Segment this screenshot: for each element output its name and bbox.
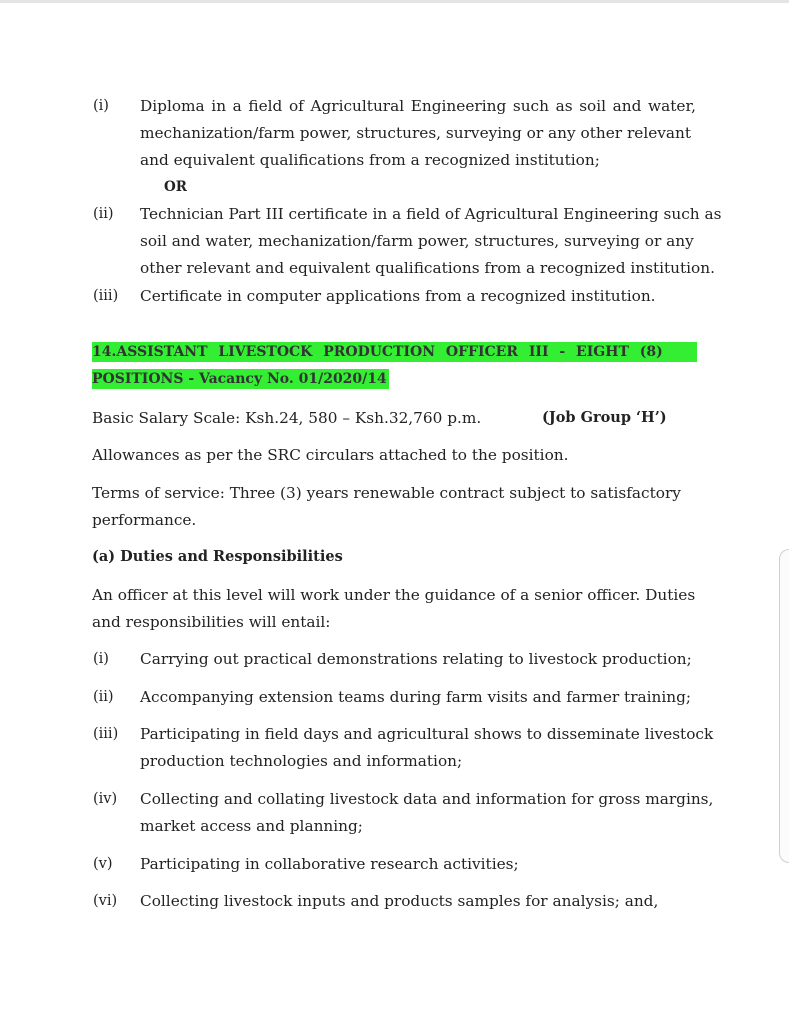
list-item-text: Technician Part III certificate in a field of Agricultural Engineering such as — [140, 205, 722, 223]
list-item-text: Certificate in computer applications from a recognized institution. — [140, 287, 656, 305]
duty-text: Collecting and collating livestock data and information for gross margins, — [140, 790, 714, 808]
intro-text-cont: and responsibilities will entail: — [92, 613, 331, 631]
intro-text: An officer at this level will work under the guidance of a senior officer. Duties — [92, 586, 696, 604]
duty-text: Participating in field days and agricultural shows to disseminate livestock — [140, 725, 714, 743]
section-heading-line2: POSITIONS - Vacancy No. 01/2020/14 — [92, 371, 387, 387]
duty-number: (v) — [93, 856, 113, 872]
list-number: (i) — [93, 98, 109, 114]
list-item-text: mechanization/farm power, structures, surveying or any other relevant — [140, 124, 692, 142]
list-number: (iii) — [93, 288, 119, 304]
list-item-text: other relevant and equivalent qualifications from a recognized institution. — [140, 259, 715, 277]
salary-scale: Basic Salary Scale: Ksh.24, 580 – Ksh.32,760 p.m. — [92, 409, 482, 427]
duty-text-cont: market access and planning; — [140, 817, 363, 835]
duty-text: Accompanying extension teams during farm visits and farmer training; — [140, 688, 692, 706]
allowances-text: Allowances as per the SRC circulars attached to the position. — [92, 446, 569, 464]
duty-number: (iii) — [93, 726, 119, 742]
list-number: (ii) — [93, 206, 114, 222]
list-item-text: soil and water, mechanization/farm power, structures, surveying or any — [140, 232, 694, 250]
job-group: (Job Group ‘H’) — [542, 409, 667, 426]
duty-number: (vi) — [93, 893, 118, 909]
top-border — [0, 0, 789, 3]
list-item-text: and equivalent qualifications from a recognized institution; — [140, 151, 600, 169]
scroll-handle[interactable] — [779, 549, 789, 863]
duty-number: (i) — [93, 651, 109, 667]
terms-text: Terms of service: Three (3) years renewable contract subject to satisfactory — [92, 484, 681, 502]
duties-heading: (a) Duties and Responsibilities — [92, 548, 343, 565]
duty-text: Participating in collaborative research activities; — [140, 855, 519, 873]
duty-text: Collecting livestock inputs and products samples for analysis; and, — [140, 892, 659, 910]
list-item-text: Diploma in a field of Agricultural Engineering such as soil and water, — [140, 97, 696, 115]
terms-text-cont: performance. — [92, 511, 197, 529]
or-separator: OR — [164, 179, 187, 195]
duty-number: (ii) — [93, 689, 114, 705]
duty-text-cont: production technologies and information; — [140, 752, 463, 770]
duty-text: Carrying out practical demonstrations relating to livestock production; — [140, 650, 692, 668]
section-heading: 14.ASSISTANT LIVESTOCK PRODUCTION OFFICER III - EIGHT (8) — [92, 342, 697, 362]
duty-number: (iv) — [93, 791, 118, 807]
